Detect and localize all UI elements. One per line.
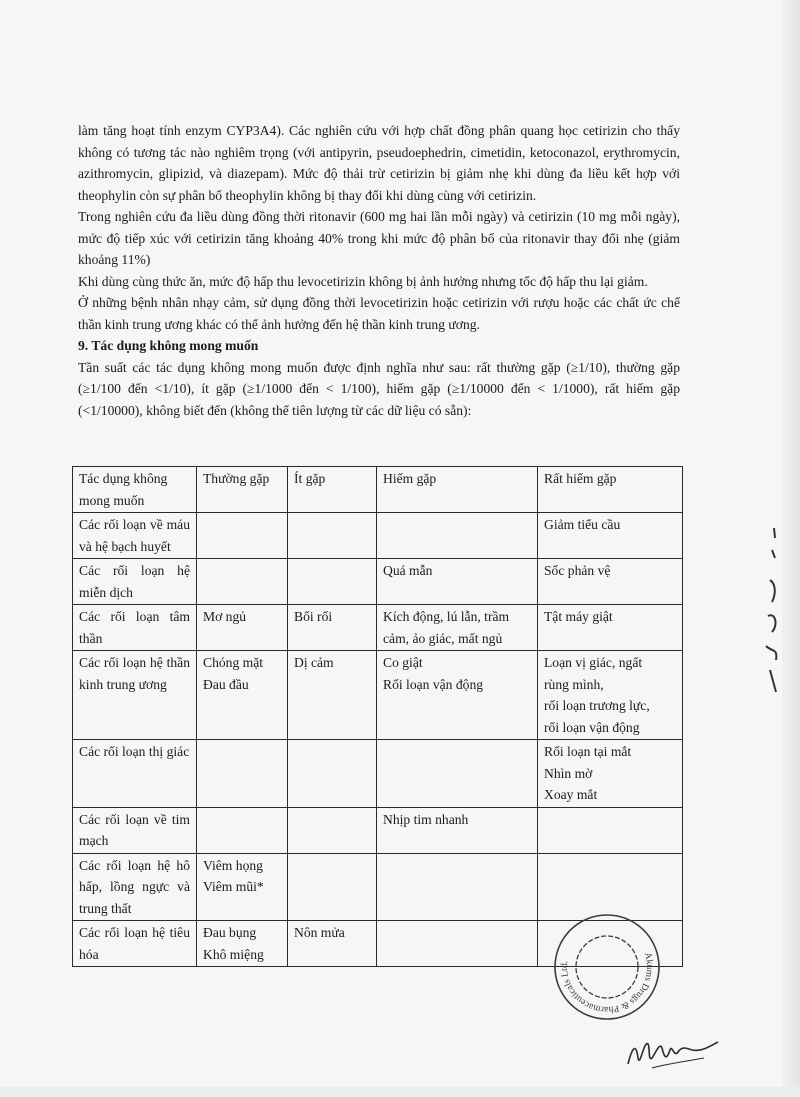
cell-rare	[377, 921, 538, 967]
cell-rare	[377, 513, 538, 559]
header-uncommon: Ít gặp	[288, 467, 377, 513]
cell-very-rare	[538, 853, 683, 921]
cell-effect: Các rối loạn về tim mạch	[73, 807, 197, 853]
paragraph-interactions-1: làm tăng hoạt tính enzym CYP3A4). Các nghiên cứu với hợp chất đồng phân quang học cetirizin cho thấy không có tương tác nào nghiêm trọng (với antipyrin, pseudoephedrin, cimetidin, ketoconazol, erythromycin, azithromycin, glipizid, và diazepam). Mức độ thải trừ cetirizin bị giảm nhẹ khi dùng đa liều kết hợp với theophylin còn sự phân bố theophylin không bị thay đổi khi dùng cùng với cetirizin.	[78, 123, 680, 203]
cell-uncommon	[288, 807, 377, 853]
cell-common: Chóng mặt Đau đầu	[197, 651, 288, 740]
cell-very-rare: Tật máy giật	[538, 605, 683, 651]
margin-initials-mark	[758, 520, 788, 700]
cell-effect: Các rối loạn thị giác	[73, 740, 197, 808]
table-row	[73, 559, 683, 605]
cell-effect: Các rối loạn hệ hô hấp, lồng ngực và trung thất	[73, 853, 197, 921]
cell-very-rare: Giảm tiểu cầu	[538, 513, 683, 559]
page-bottom-edge	[0, 1087, 800, 1097]
table-header-row	[73, 467, 683, 513]
cell-rare: Nhịp tim nhanh	[377, 807, 538, 853]
cell-rare	[377, 853, 538, 921]
header-effect: Tác dụng không mong muốn	[73, 467, 197, 513]
cell-rare: Co giật Rối loạn vận động	[377, 651, 538, 740]
cell-uncommon: Nôn mửa	[288, 921, 377, 967]
cell-effect: Các rối loạn về máu và hệ bạch huyết	[73, 513, 197, 559]
frequency-intro: Tần suất các tác dụng không mong muốn được định nghĩa như sau: rất thường gặp (≥1/10), thường gặp (≥1/100 đến <1/10), ít gặp (≥1/1000 đến < 1/100), hiếm gặp (≥1/10000 đến < 1/1000), rất hiếm gặp (<1/10000), không biết đến (không thể tiên lượng từ các dữ liệu có sẵn):	[78, 359, 680, 418]
cell-rare	[377, 740, 538, 808]
cell-effect: Các rối loạn tâm thần	[73, 605, 197, 651]
handwritten-signature	[622, 1028, 722, 1076]
paragraph-ritonavir: Trong nghiên cứu đa liều dùng đồng thời ritonavir (600 mg hai lần mỗi ngày) và cetirizin (10 mg mỗi ngày), mức độ tiếp xúc với cetirizin tăng khoảng 40% trong khi mức độ phân bố của ritonavir thay đổi nhẹ (giảm khoảng 11%)	[78, 209, 680, 267]
cell-uncommon	[288, 513, 377, 559]
table-row	[73, 807, 683, 853]
cell-uncommon: Dị cảm	[288, 651, 377, 740]
table-row	[73, 513, 683, 559]
paragraph-alcohol: Ở những bệnh nhân nhạy cảm, sử dụng đồng thời levocetirizin hoặc cetirizin với rượu hoặc các chất ức chế thần kinh trung ương khác có thể ảnh hưởng đến hệ thần kinh trung ương.	[78, 295, 680, 332]
table-row	[73, 605, 683, 651]
company-seal-stamp	[552, 912, 662, 1022]
cell-uncommon	[288, 853, 377, 921]
adverse-effects-table	[72, 466, 683, 967]
seal-text: Akums Drugs & Pharmaceuticals Ltd.	[559, 951, 655, 1015]
header-very-rare: Rất hiếm gặp	[538, 467, 683, 513]
cell-common	[197, 740, 288, 808]
header-common: Thường gặp	[197, 467, 288, 513]
cell-very-rare: Rối loạn tại mắt Nhìn mờ Xoay mắt	[538, 740, 683, 808]
cell-uncommon: Bối rối	[288, 605, 377, 651]
cell-common: Đau bụng Khô miệng	[197, 921, 288, 967]
cell-common: Viêm họng Viêm mũi*	[197, 853, 288, 921]
cell-effect: Các rối loạn hệ tiêu hóa	[73, 921, 197, 967]
cell-effect: Các rối loạn hệ miễn dịch	[73, 559, 197, 605]
cell-very-rare: Loạn vị giác, ngất rùng mình, rối loạn trương lực, rối loạn vận động	[538, 651, 683, 740]
paragraph-food: Khi dùng cùng thức ăn, mức độ hấp thu levocetirizin không bị ảnh hưởng nhưng tốc độ hấp thu lại giảm.	[78, 273, 648, 289]
cell-common: Mơ ngủ	[197, 605, 288, 651]
cell-very-rare: Sốc phản vệ	[538, 559, 683, 605]
table-row	[73, 853, 683, 921]
table-row	[73, 651, 683, 740]
cell-uncommon	[288, 559, 377, 605]
svg-text:Akums Drugs & Pharmaceuticals	[555, 930, 662, 1022]
cell-common	[197, 559, 288, 605]
cell-rare: Quá mẫn	[377, 559, 538, 605]
header-rare: Hiếm gặp	[377, 467, 538, 513]
cell-effect: Các rối loạn hệ thần kinh trung ương	[73, 651, 197, 740]
section-heading: 9. Tác dụng không mong muốn	[78, 338, 259, 353]
cell-rare: Kích động, lú lẫn, trầm cảm, ảo giác, mất ngủ	[377, 605, 538, 651]
cell-uncommon	[288, 740, 377, 808]
cell-common	[197, 807, 288, 853]
cell-common	[197, 513, 288, 559]
cell-very-rare	[538, 807, 683, 853]
document-body	[78, 120, 680, 421]
table-row	[73, 740, 683, 808]
